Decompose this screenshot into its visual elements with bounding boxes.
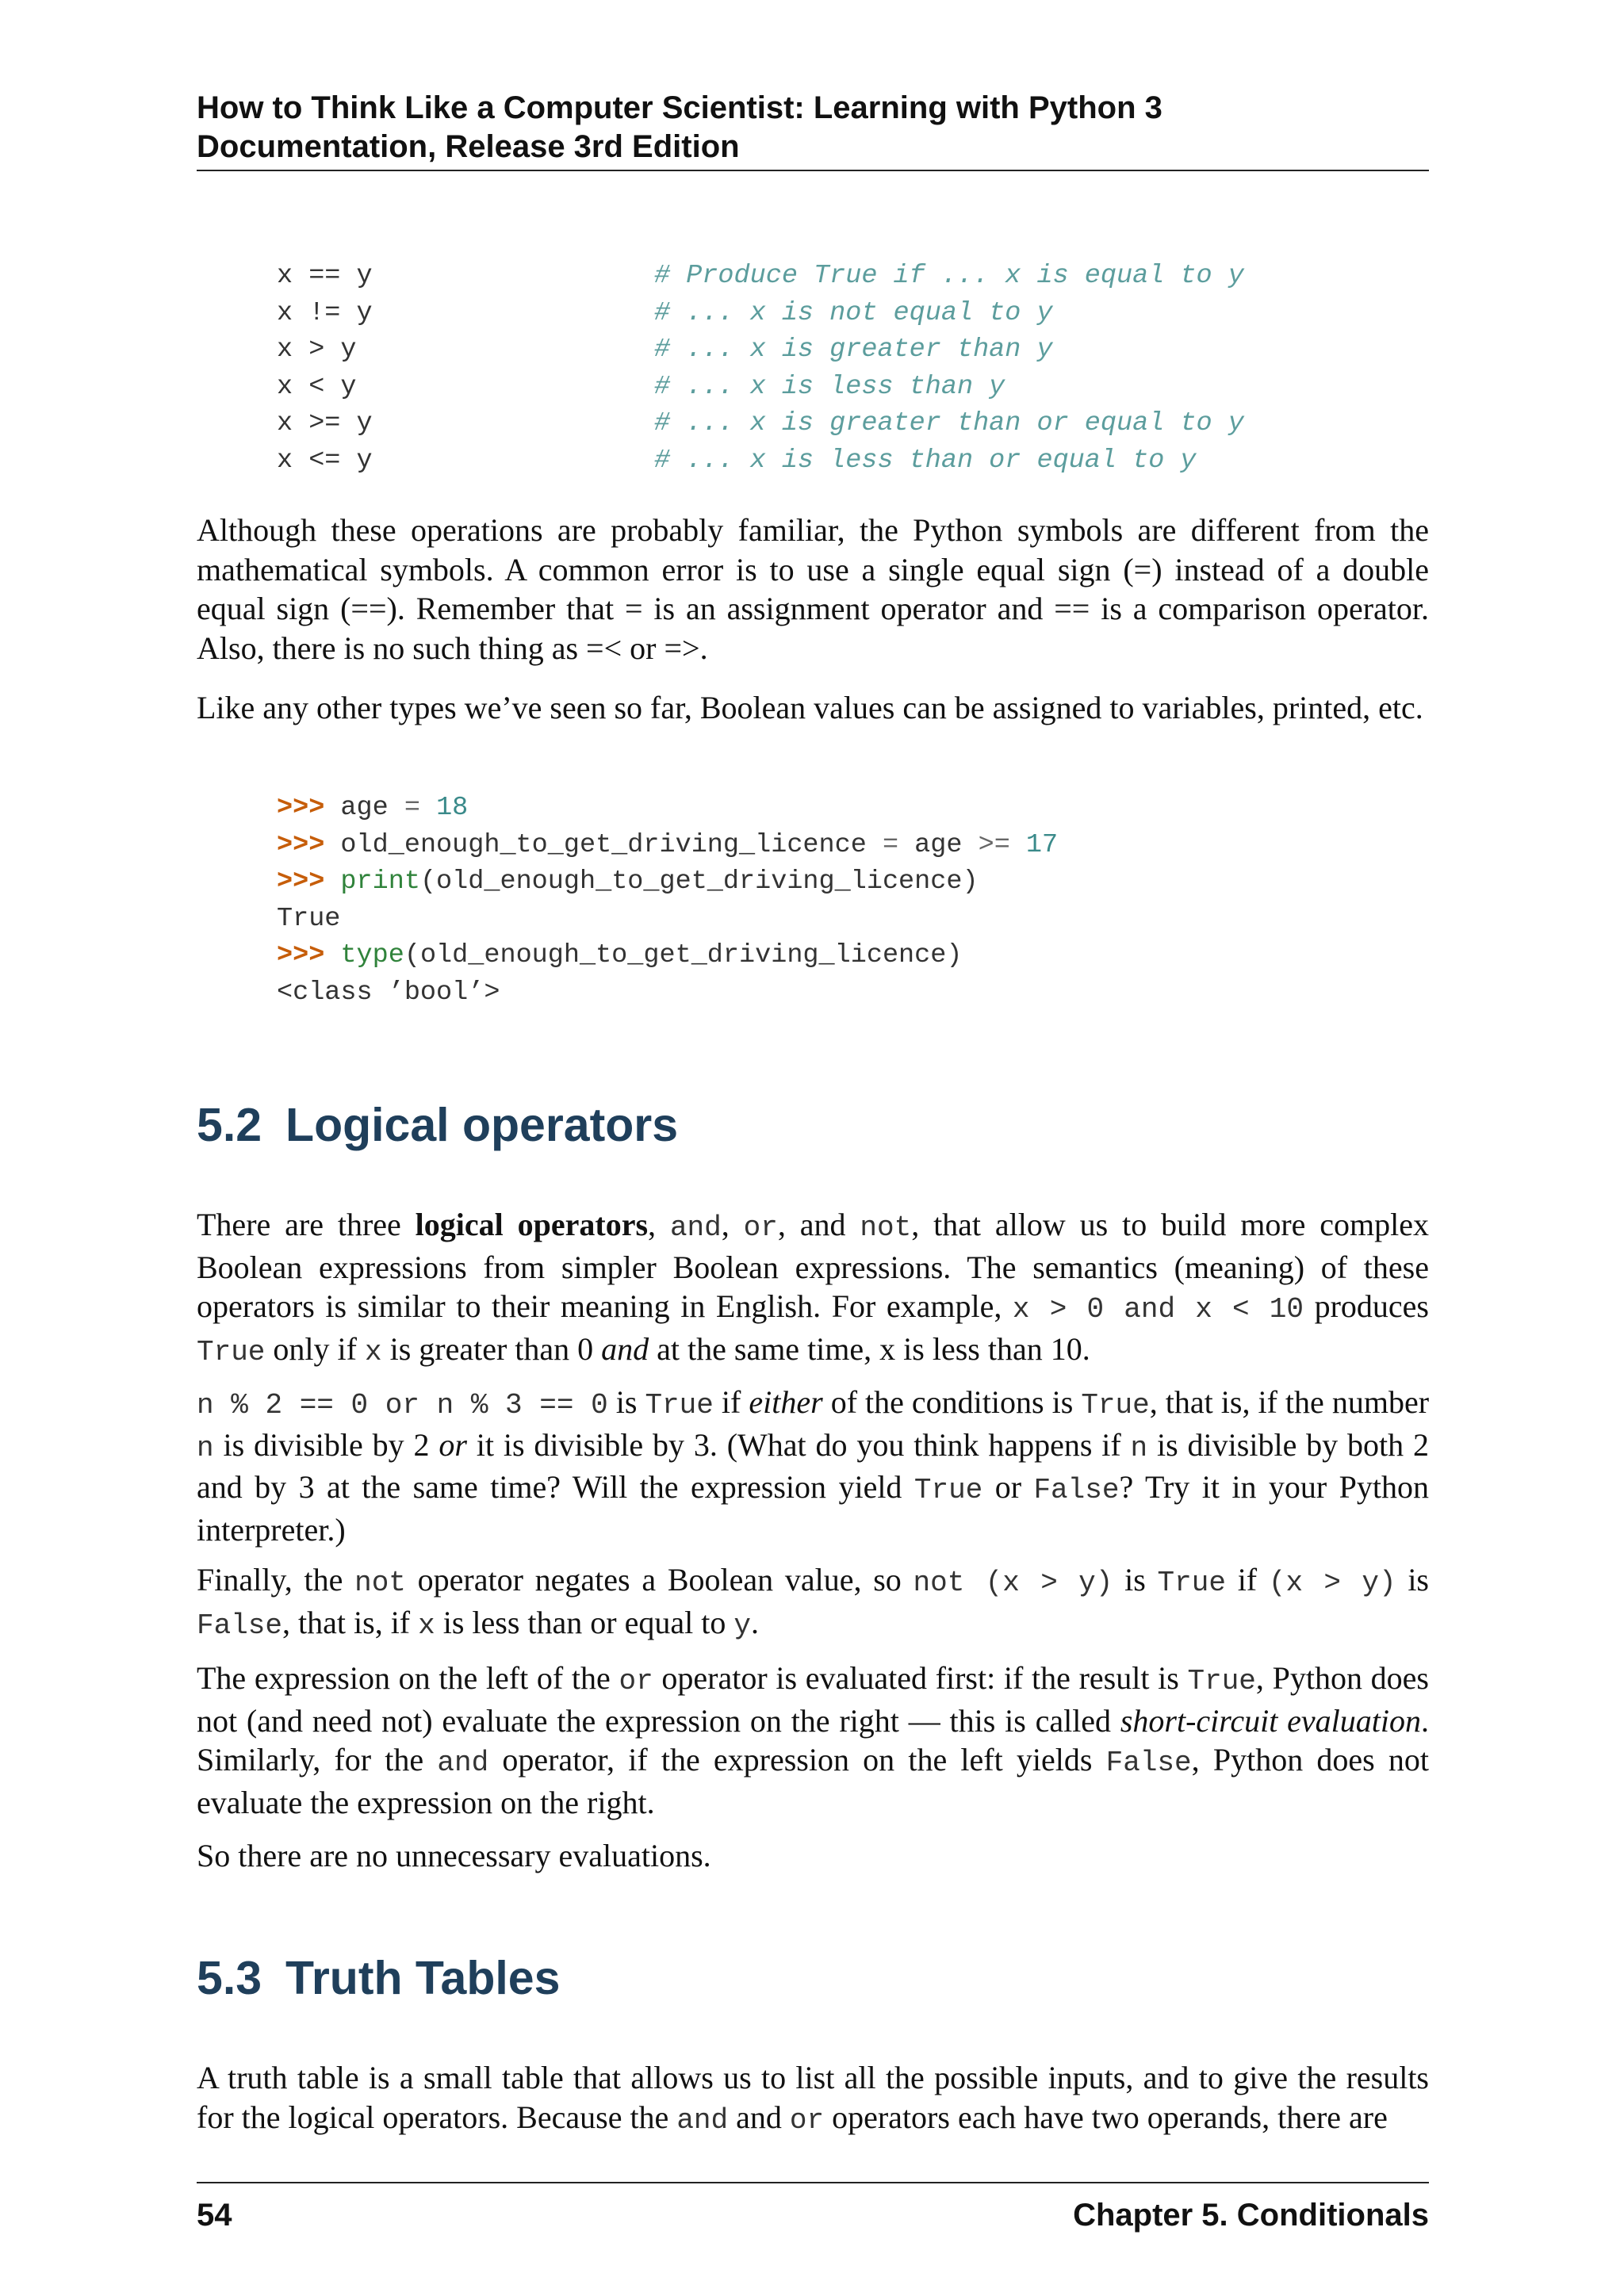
paragraph-boolean-values: Like any other types we’ve seen so far, Boolean values can be assigned to variables, printed, etc. bbox=[197, 690, 1423, 725]
document-page bbox=[197, 0, 1429, 2296]
paragraph-no-unnecessary: So there are no unnecessary evaluations. bbox=[197, 1838, 711, 1873]
interpreter-session bbox=[277, 790, 1058, 1011]
paragraph-short-circuit: The expression on the left of the or operator is evaluated first: if the result is True, Python does not (and need not) evaluate the expression on the right — this is called short-circuit evaluation. Similarly, for the and operator, if the expression on the left yields False, Python does not evaluate the expression on the right. bbox=[197, 1660, 1430, 1820]
page-number: 54 bbox=[197, 2198, 232, 2233]
paragraph-not-operator: Finally, the not operator negates a Boolean value, so not (x > y) is True if (x > y) is False, that is, if x is less than or equal to y. bbox=[197, 1562, 1429, 1642]
code-output: True bbox=[277, 903, 341, 934]
running-header bbox=[197, 89, 1429, 171]
code-line: >>> type(old_enough_to_get_driving_licence) bbox=[277, 940, 963, 970]
header-title-line-2: Documentation, Release 3rd Edition bbox=[197, 129, 740, 164]
section-heading-truth-tables: 5.3 Truth Tables bbox=[197, 1952, 561, 2004]
code-line: x > y # ... x is greater than y bbox=[277, 335, 1053, 365]
code-line: >>> old_enough_to_get_driving_licence = age >= 17 bbox=[277, 829, 1059, 860]
paragraph-logical-operators: There are three logical operators, and, or, and not, that allow us to build more complex Boolean expressions from simpler Boolean expressions. The semantics (meaning) of these operators is similar to their meaning in English. For example, x > 0 and x < 10 produces True only if x is greater than 0 and at the same time, x is less than 10. bbox=[197, 1207, 1430, 1368]
code-line: x == y # Produce True if ... x is equal to y bbox=[277, 261, 1244, 291]
code-line: x < y # ... x is less than y bbox=[277, 371, 1005, 402]
code-line: x >= y # ... x is greater than or equal to y bbox=[277, 408, 1244, 438]
comparison-operators-code bbox=[277, 258, 1244, 479]
paragraph-or-example: n % 2 == 0 or n % 3 == 0 is True if either of the conditions is True, that is, if the number n is divisible by 2 or it is divisible by 3. (What do you think happens if n is divisible by both 2 and by 3 at the same time? Will the expression yield True or False? Try it in your Python interpreter.) bbox=[197, 1384, 1430, 1548]
code-line: x != y # ... x is not equal to y bbox=[277, 297, 1053, 328]
code-line: >>> print(old_enough_to_get_driving_licence) bbox=[277, 867, 979, 897]
header-title-line-1: How to Think Like a Computer Scientist: Learning with Python 3 bbox=[197, 90, 1162, 125]
running-footer bbox=[197, 2182, 1429, 2234]
paragraph-symbols: Although these operations are probably familiar, the Python symbols are different from the mathematical symbols. A common error is to use a single equal sign (=) instead of a double equal sign (==). Remember that = is an assignment operator and == is a comparison operator. Also, there is no such thing as =< or =>. bbox=[197, 512, 1429, 666]
code-output: <class ’bool’> bbox=[277, 977, 500, 1008]
section-heading-logical-operators: 5.2 Logical operators bbox=[197, 1099, 679, 1151]
code-line: x <= y # ... x is less than or equal to y bbox=[277, 445, 1197, 476]
chapter-label: Chapter 5. Conditionals bbox=[1073, 2198, 1429, 2233]
code-line: >>> age = 18 bbox=[277, 793, 469, 823]
paragraph-truth-table-intro: A truth table is a small table that allows us to list all the possible inputs, and to give the results for the logical operators. Because the and and or operators each have two operands, there are bbox=[197, 2060, 1429, 2137]
